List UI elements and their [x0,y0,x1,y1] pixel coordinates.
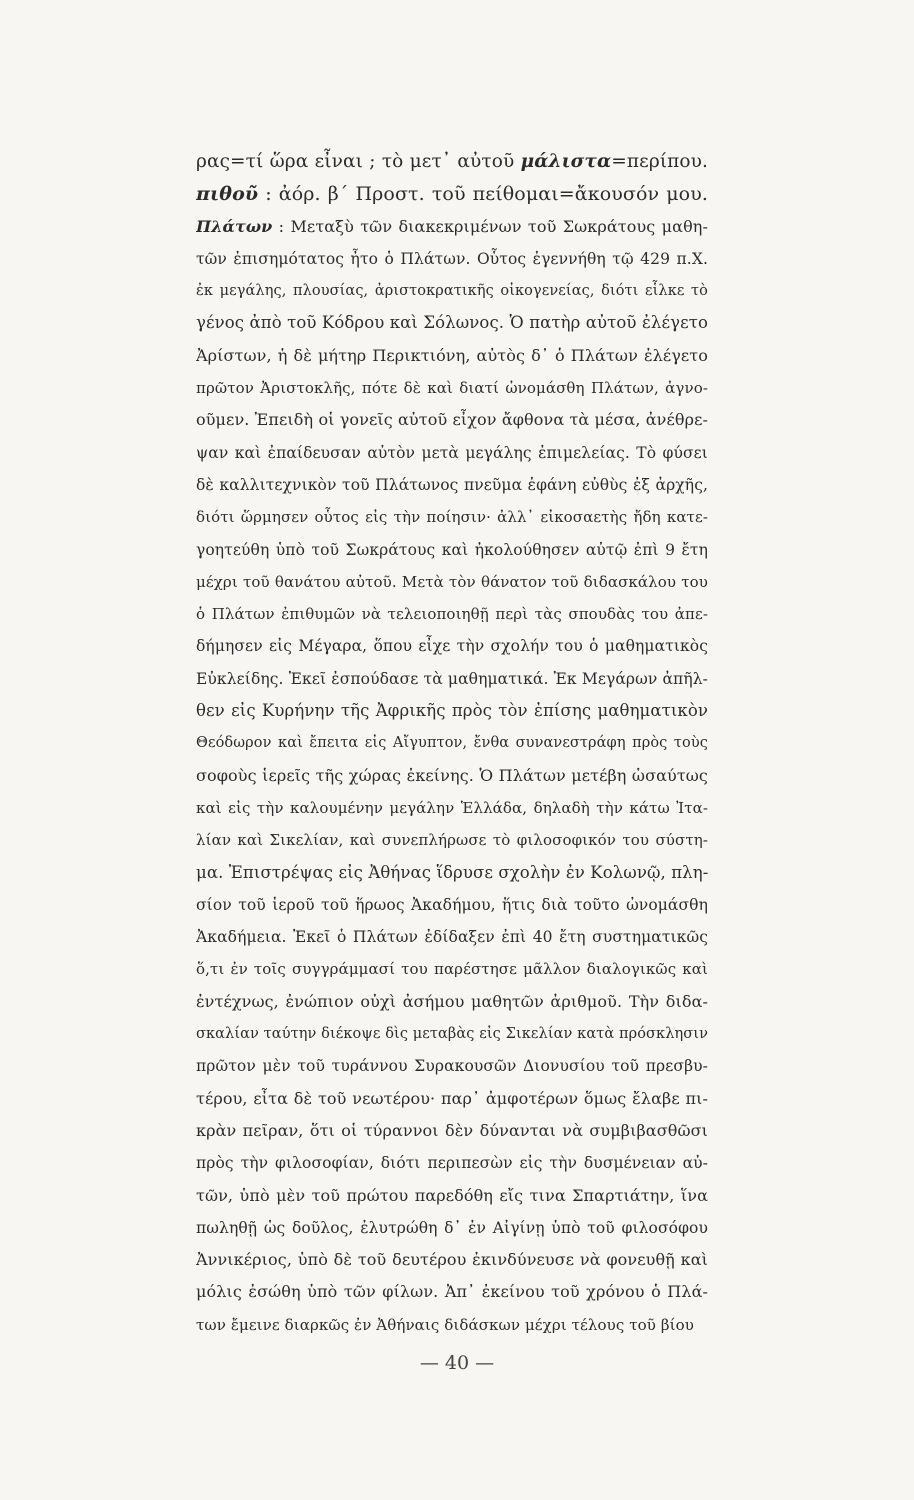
text-line: κρὰν πεῖραν, ὅτι οἱ τύραννοι δὲν δύνανται νὰ συμβιβασθῶσι [196,1120,708,1140]
text-line: μα. Ἐπιστρέψας εἰς Ἀθήνας ἵδρυσε σχολὴν ἐν Κολωνῷ, πλη- [196,862,708,882]
text-line: Ἀρίστων, ἡ δὲ μήτηρ Περικτιόνη, αὐτὸς δ᾽ ὁ Πλάτων ἐλέγετο [196,345,708,365]
text-line: θεν εἰς Κυρήνην τῆς Ἀφρικῆς πρὸς τὸν ἐπίσης μαθηματικὸν [196,701,708,721]
glossary-term: πιθοῦ [196,183,259,206]
text-line: Ἀννικέριος, ὑπὸ δὲ τοῦ δευτέρου ἐκινδύνευσε νὰ φονευθῇ καὶ [196,1250,708,1270]
text-line: γοητεύθη ὑπὸ τοῦ Σωκράτους καὶ ἠκολούθησεν αὐτῷ ἐπὶ 9 ἔτη [196,540,708,559]
text-line: σκαλίαν ταύτην διέκοψε δὶς μεταβὰς εἰς Σικελίαν κατὰ πρόσκλησιν [196,1026,708,1043]
text-line: ὁ Πλάτων ἐπιθυμῶν νὰ τελειοποιηθῇ περὶ τὰς σπουδὰς του ἀπε- [196,605,708,624]
text-line: δήμησεν εἰς Μέγαρα, ὅπου εἶχε τὴν σχολήν του ὁ μαθηματικὸς [196,637,708,656]
text-line: πρῶτον μὲν τοῦ τυράννου Συρακουσῶν Διονυσίου τοῦ πρεσβυ- [196,1057,708,1076]
text-line: λίαν καὶ Σικελίαν, καὶ συνεπλήρωσε τὸ φιλοσοφικόν του σύστη- [196,831,708,850]
text-line: σοφοὺς ἱερεῖς τῆς χώρας ἐκείνης. Ὁ Πλάτων μετέβη ὡσαύτως [196,765,708,785]
page-number: — 40 — [419,1352,495,1374]
text-line: πιθοῦ : ἀόρ. β΄ Προστ. τοῦ πείθομαι=ἄκουσόν μου. [196,183,708,206]
text-line: ψαν καὶ ἐπαίδευσαν αὐτὸν μετὰ μεγάλης ἐπιμελείας. Τὸ φύσει [196,443,708,462]
text-line: των ἔμεινε διαρκῶς ἐν Ἀθήναις διδάσκων μέχρι τέλους τοῦ βίου [196,1315,694,1334]
text-line: Ἀκαδήμεια. Ἐκεῖ ὁ Πλάτων ἐδίδαξεν ἐπὶ 40 ἔτη συστηματικῶς [196,928,708,947]
text-line: ὅ,τι ἐν τοῖς συγγράμμασί του παρέστησε μᾶλλον διαλογικῶς καὶ [196,960,708,979]
page-text [196,146,708,1341]
text-line: τέρου, εἶτα δὲ τοῦ νεωτέρου· παρ᾽ ἀμφοτέρων ὅμως ἔλαβε πι- [196,1088,708,1108]
text-line: Πλάτων : Μεταξὺ τῶν διακεκριμένων τοῦ Σωκράτους μαθη- [196,216,708,236]
glossary-term: μάλιστα [520,151,612,172]
text-line: σίον τοῦ ἱεροῦ τοῦ ἥρωος Ἀκαδήμου, ἥτις διὰ τοῦτο ὠνομάσθη [196,895,708,914]
glossary-term: Πλάτων [196,216,273,236]
text-line: ἐκ μεγάλης, πλουσίας, ἀριστοκρατικῆς οἰκογενείας, διότι εἷλκε τὸ [196,283,708,300]
text-line: τῶν, ὑπὸ μὲν τοῦ πρώτου παρεδόθη εἴς τινα Σπαρτιάτην, ἵνα [196,1185,708,1205]
text-line: Θεόδωρον καὶ ἔπειτα εἰς Αἴγυπτον, ἔνθα συνανεστράφη πρὸς τοὺς [196,735,708,752]
text-line: τῶν ἐπισημότατος ἦτο ὁ Πλάτων. Οὗτος ἐγεννήθη τῷ 429 π.Χ. [196,249,708,268]
text-line: μόλις ἐσώθη ὑπὸ τῶν φίλων. Ἀπ᾽ ἐκείνου τοῦ χρόνου ὁ Πλά- [196,1282,708,1302]
text-line: οῦμεν. Ἐπειδὴ οἱ γονεῖς αὐτοῦ εἶχον ἄφθονα τὰ μέσα, ἀνέθρε- [196,410,708,430]
text-line: καὶ εἰς τὴν καλουμένην μεγάλην Ἑλλάδα, δηλαδὴ τὴν κάτω Ἰτα- [196,798,708,817]
text-line: ἐντέχνως, ἐνώπιον οὐχὶ ἀσήμου μαθητῶν ἀριθμοῦ. Τὴν διδα- [196,991,708,1011]
text-line: Εὐκλείδης. Ἐκεῖ ἐσπούδασε τὰ μαθηματικά. Ἐκ Μεγάρων ἀπῆλ- [196,669,708,688]
text-line: ρας=τί ὥρα εἶναι ; τὸ μετ᾽ αὐτοῦ μάλιστα=περίπου. [196,151,708,172]
text-line: πωληθῇ ὡς δοῦλος, ἐλυτρώθη δ᾽ ἐν Αἰγίνῃ ὑπὸ τοῦ φιλοσόφου [196,1218,708,1237]
text-line: πρῶτον Ἀριστοκλῆς, πότε δὲ καὶ διατί ὠνομάσθη Πλάτων, ἀγνο- [196,379,708,398]
text-line: μέχρι τοῦ θανάτου αὐτοῦ. Μετὰ τὸν θάνατον τοῦ διδασκάλου του [196,572,708,591]
text-line: διότι ὥρμησεν οὗτος εἰς τὴν ποίησιν· ἀλλ᾽ εἰκοσαετὴς ἤδη κατε- [196,508,708,527]
text-line: δὲ καλλιτεχνικὸν τοῦ Πλάτωνος πνεῦμα ἐφάνη εὐθὺς ἐξ ἀρχῆς, [196,475,708,494]
text-line: γένος ἀπὸ τοῦ Κόδρου καὶ Σόλωνος. Ὁ πατὴρ αὐτοῦ ἐλέγετο [196,313,708,333]
text-line: πρὸς τὴν φιλοσοφίαν, διότι περιπεσὼν εἰς τὴν δυσμένειαν αὐ- [196,1154,708,1173]
